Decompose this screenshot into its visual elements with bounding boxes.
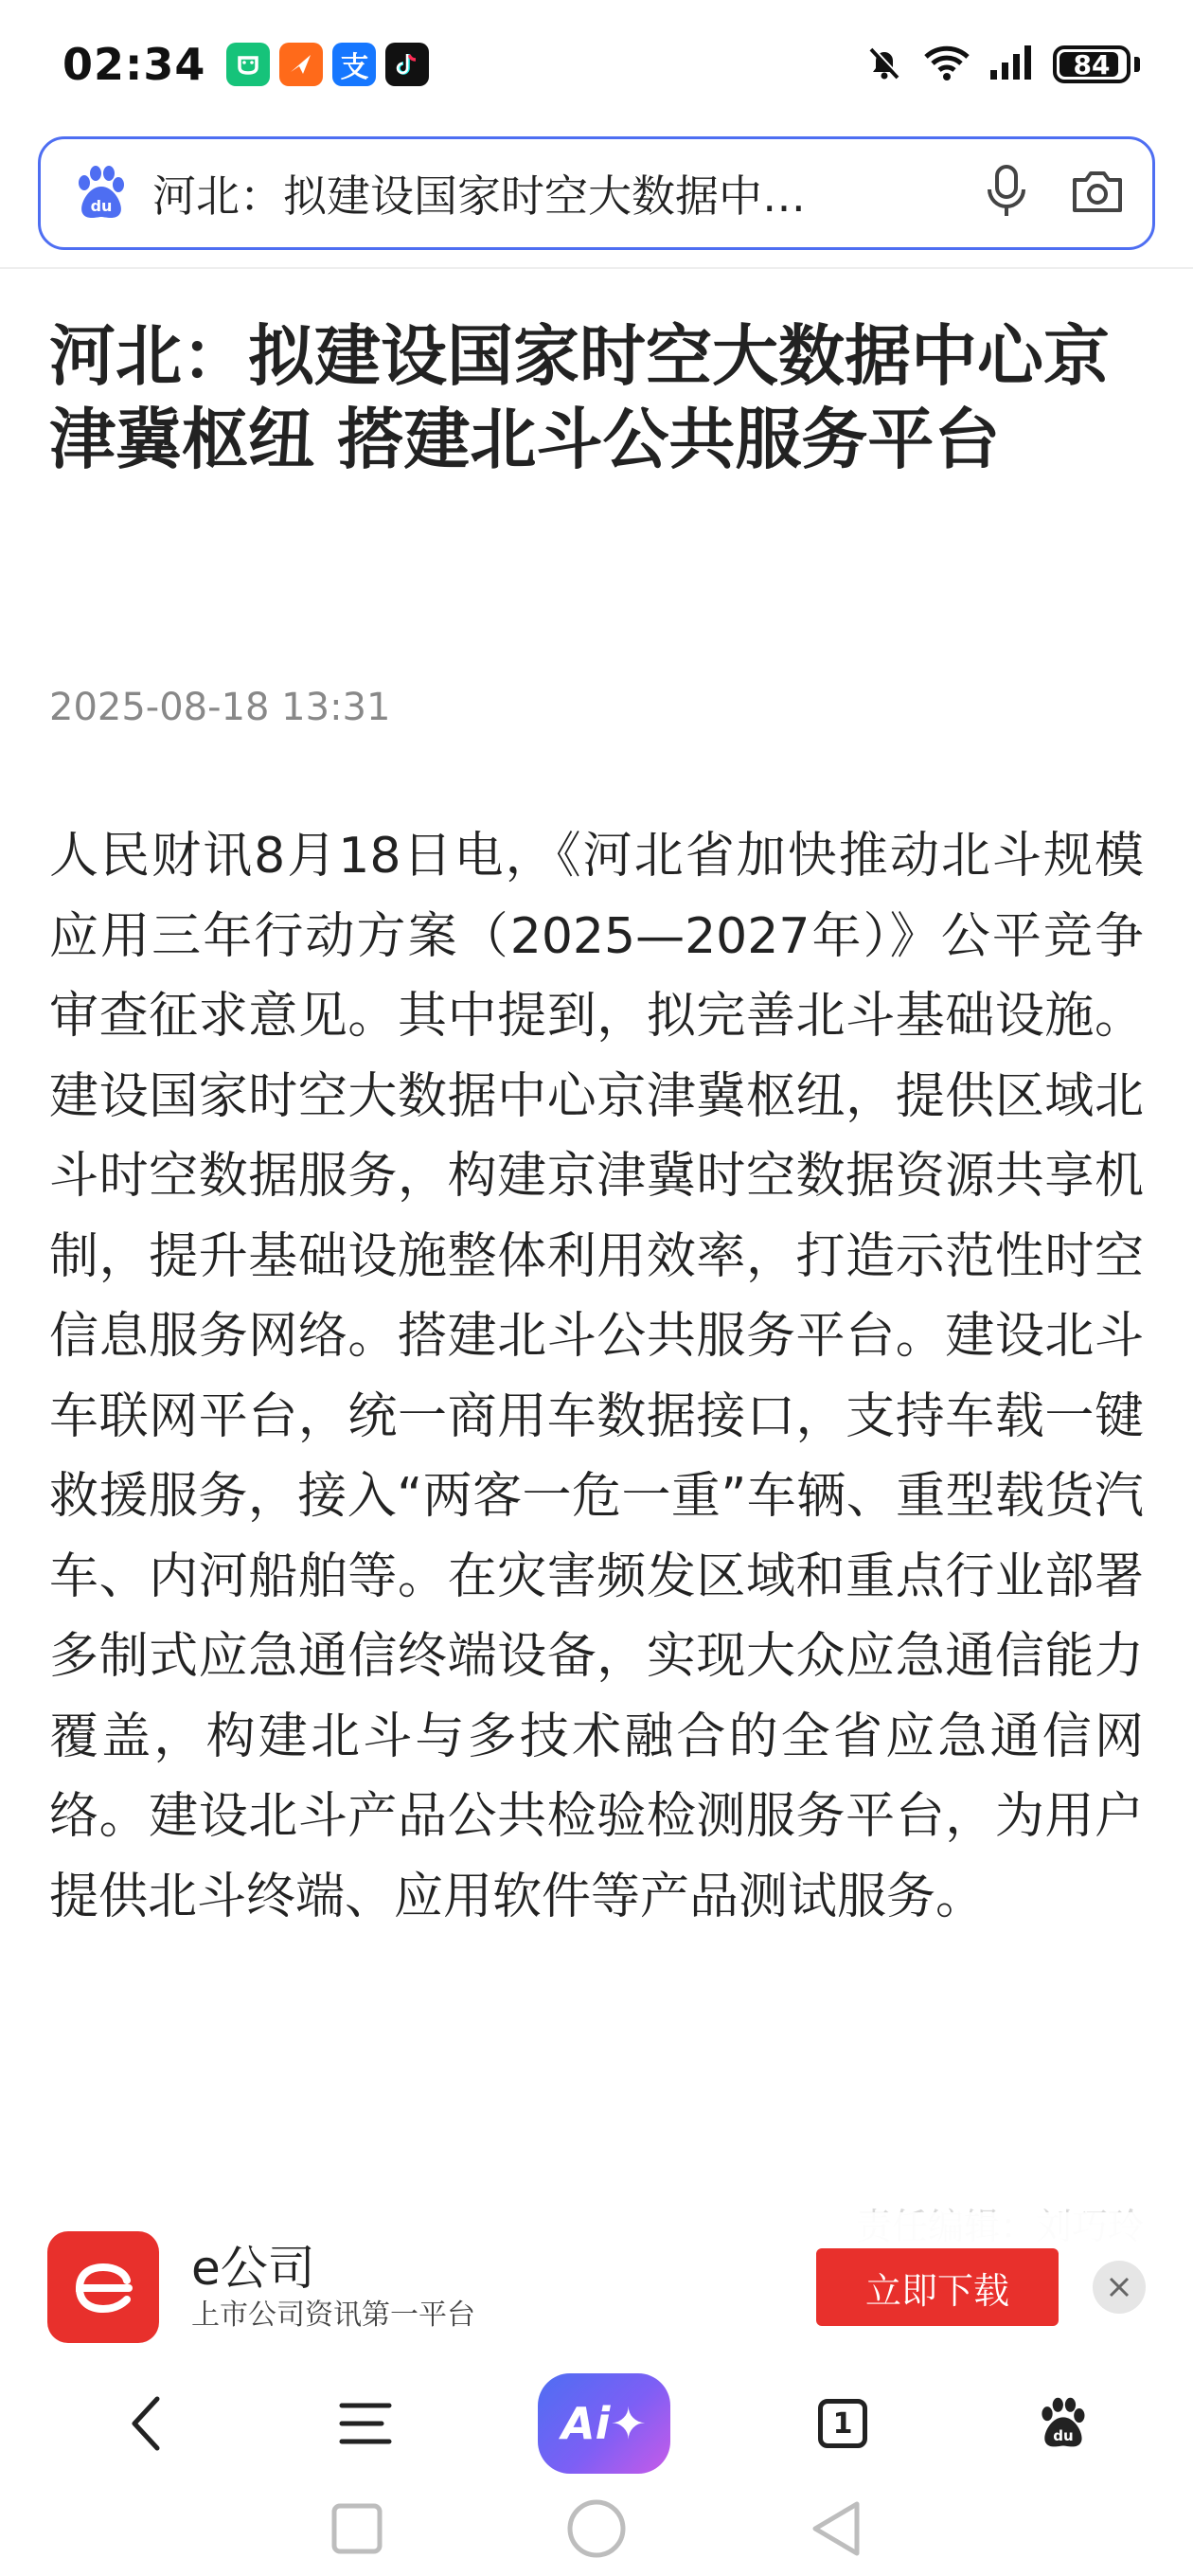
article-title: 河北：拟建设国家时空大数据中心京津冀枢纽 搭建北斗公共服务平台 [49,317,1110,478]
tabs-button[interactable] [795,2376,890,2471]
article-date: 2025-08-18 13:31 [49,686,391,729]
search-query-text[interactable]: 河北：拟建设国家时空大数据中… [152,170,806,222]
header-divider [0,267,1193,269]
battery-indicator: 84 [1053,45,1131,83]
baidu-paw-icon [1033,2394,1092,2453]
menu-button[interactable] [318,2376,413,2471]
system-back-button[interactable] [808,2498,864,2563]
svg-text:du: du [90,197,113,215]
status-bar [0,0,1193,129]
tab-count: 1 [818,2399,867,2448]
baidu-home-button[interactable] [1015,2376,1110,2471]
wechat-like-icon [226,43,270,86]
signal-icon [988,44,1036,85]
recents-button[interactable] [329,2500,385,2561]
notification-app-icons [226,43,429,86]
ai-assistant-button[interactable]: Ai✦ [538,2373,670,2474]
orange-app-icon [279,43,323,86]
close-icon[interactable] [1093,2261,1146,2314]
square-icon [329,2500,385,2557]
ad-subtitle: 上市公司资讯第一平台 [191,2299,475,2332]
triangle-back-icon [808,2498,864,2559]
status-time: 02:34 [62,39,206,90]
circle-icon [565,2497,628,2560]
microphone-icon[interactable] [982,163,1031,224]
mute-bell-icon [864,42,905,87]
e-company-logo-icon [47,2231,159,2343]
system-navigation-bar [0,2485,1193,2576]
alipay-icon: 支 [332,43,376,86]
article-body: 人民财讯8月18日电，《河北省加快推动北斗规模应用三年行动方案（2025—2027年）》公平竞争审查征求意见。其中提到，拟完善北斗基础设施。建设国家时空大数据中心京津冀枢纽，提供区域北斗时空数据服务，构建京津冀时空数据资源共享机制，提升基础设施整体利用效率，打造示范性时空信息服务网络。搭建北斗公共服务平台。建设北斗车联网平台，统一商用车数据接口，支持车载一键救援服务，接入“两客一危一重”车辆、重型载货汽车、内河船舶等。在灾害频发区域和重点行业部署多制式应急通信终端设备，实现大众应急通信能力覆盖，构建北斗与多技术融合的全省应急通信网络。建设北斗产品公共检验检测服务平台，为用户提供北斗终端、应用软件等产品测试服务。 [49,828,1144,1925]
ad-title: e公司 [191,2241,315,2296]
back-button[interactable] [98,2376,193,2471]
search-bar[interactable] [38,136,1155,250]
chevron-left-icon [127,2393,165,2454]
app-promo-banner[interactable] [0,2212,1193,2362]
tiktok-icon [385,43,429,86]
status-indicators [864,42,1140,87]
baidu-logo-icon [69,162,132,224]
wifi-icon [922,42,971,87]
bottom-toolbar [0,2362,1193,2485]
camera-icon[interactable] [1069,165,1126,222]
svg-text:du: du [1053,2426,1074,2444]
download-button[interactable]: 立即下载 [816,2248,1059,2326]
home-button[interactable] [565,2497,628,2564]
menu-icon [338,2400,393,2447]
